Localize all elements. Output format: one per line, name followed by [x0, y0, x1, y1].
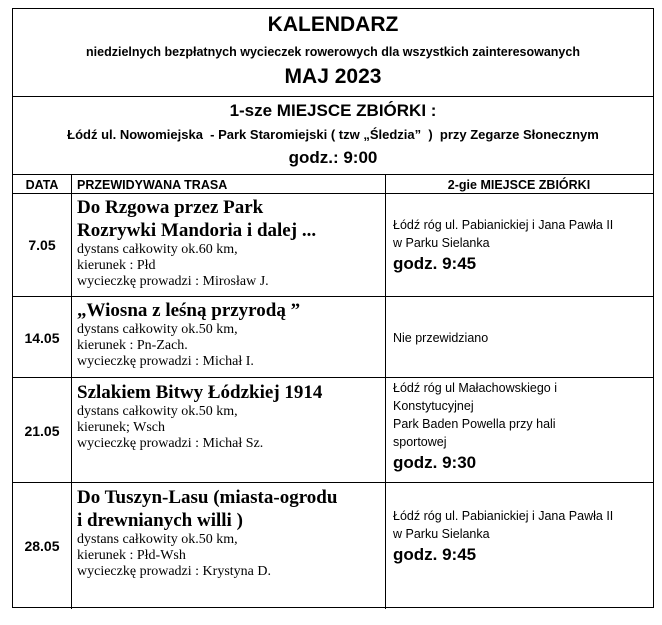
meeting-time: godz.: 9:00	[288, 148, 378, 167]
place-line: Łódź róg ul Małachowskiego i	[393, 381, 557, 395]
route-cell	[77, 299, 387, 370]
route-cell	[77, 196, 387, 290]
route-direction: kierunek : Płd-Wsh	[77, 548, 186, 563]
route-title-line: i drewnianych willi )	[77, 510, 243, 531]
route-guide: wycieczkę prowadzi : Krystyna D.	[77, 564, 271, 579]
calendar-month: MAJ 2023	[284, 65, 382, 88]
place-line: w Parku Sielanka	[393, 527, 490, 541]
place-line: Łódź róg ul. Pabianickiej i Jana Pawła II	[393, 509, 614, 523]
column-header-route: PRZEWIDYWANA TRASA	[77, 178, 228, 192]
place-line: sportowej	[393, 435, 447, 449]
divider-meeting	[13, 174, 653, 175]
route-distance: dystans całkowity ok.50 km,	[77, 322, 238, 337]
route-direction: kierunek; Wsch	[77, 420, 165, 435]
route-title-line: Do Tuszyn-Lasu (miasta-ogrodu	[77, 487, 338, 508]
divider-columns	[13, 193, 653, 194]
row-date: 21.05	[24, 423, 60, 439]
place-line: Nie przewidziano	[393, 331, 489, 345]
route-direction: kierunek : Płd	[77, 258, 156, 273]
column-divider-date	[71, 174, 72, 609]
route-cell	[77, 486, 387, 580]
column-header-date: DATA	[25, 178, 59, 192]
route-title-line: Rozrywki Mandoria i dalej ...	[77, 220, 317, 241]
route-cell	[77, 381, 387, 452]
row-date: 14.05	[24, 330, 60, 346]
row-date: 28.05	[24, 538, 60, 554]
row-divider	[13, 296, 653, 297]
route-guide: wycieczkę prowadzi : Michał I.	[77, 354, 254, 369]
row-divider	[13, 377, 653, 378]
row-divider	[13, 482, 653, 483]
meeting-place: Łódź ul. Nowomiejska - Park Staromiejski ( tzw „Śledzia” ) przy Zegarze Słonecznym	[67, 127, 599, 142]
route-distance: dystans całkowity ok.60 km,	[77, 242, 238, 257]
second-place-cell	[393, 216, 651, 276]
calendar-table	[12, 8, 654, 608]
second-place-cell	[393, 379, 651, 475]
place-line: w Parku Sielanka	[393, 236, 490, 250]
column-header-second-place: 2-gie MIEJSCE ZBIÓRKI	[447, 178, 591, 192]
route-distance: dystans całkowity ok.50 km,	[77, 532, 238, 547]
route-guide: wycieczkę prowadzi : Michał Sz.	[77, 436, 264, 451]
place-line: Konstytucyjnej	[393, 399, 474, 413]
route-distance: dystans całkowity ok.50 km,	[77, 404, 238, 419]
second-place-cell	[393, 329, 651, 347]
place-time: godz. 9:30	[393, 453, 477, 472]
place-line: Łódź róg ul. Pabianickiej i Jana Pawła II	[393, 218, 614, 232]
route-title-line: Do Rzgowa przez Park	[77, 197, 264, 218]
route-title-line: Szlakiem Bitwy Łódzkiej 1914	[77, 382, 323, 403]
route-direction: kierunek : Pn-Zach.	[77, 338, 188, 353]
second-place-cell	[393, 507, 651, 567]
place-time: godz. 9:45	[393, 545, 477, 564]
calendar-title: KALENDARZ	[267, 13, 399, 36]
calendar-subtitle: niedzielnych bezpłatnych wycieczek rowerowych dla wszystkich zainteresowanych	[86, 45, 580, 59]
place-line: Park Baden Powella przy hali	[393, 417, 556, 431]
place-time: godz. 9:45	[393, 254, 477, 273]
divider-header	[13, 96, 653, 97]
meeting-label: 1-sze MIEJSCE ZBIÓRKI :	[229, 101, 437, 120]
route-guide: wycieczkę prowadzi : Mirosław J.	[77, 274, 269, 289]
row-date: 7.05	[28, 237, 56, 253]
route-title-line: „Wiosna z leśną przyrodą ”	[77, 300, 301, 321]
